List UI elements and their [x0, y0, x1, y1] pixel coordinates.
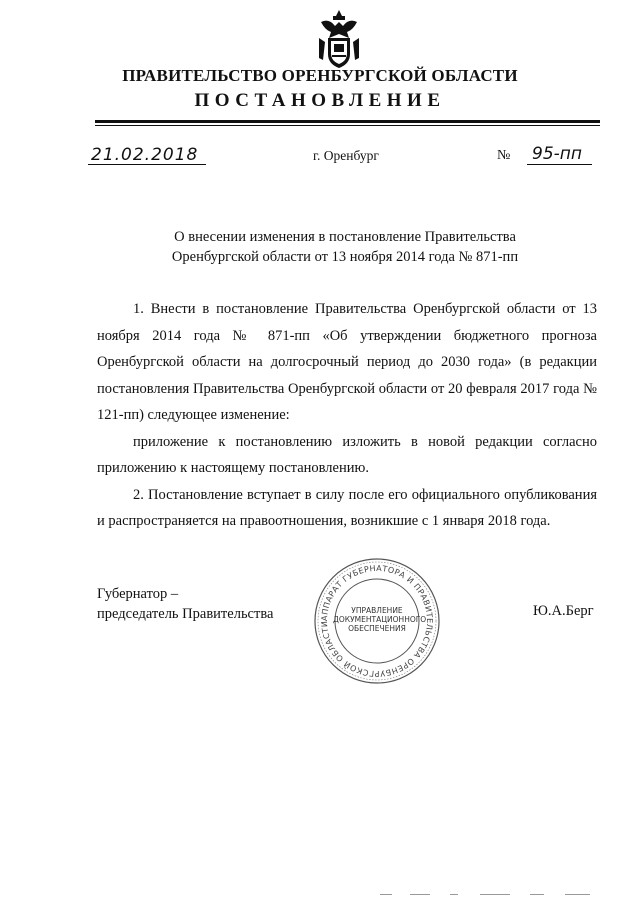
signatory-position	[97, 584, 273, 624]
paragraph-2: приложение к постановлению изложить в новой редакции согласно приложению к настоящему постановлению.	[97, 433, 597, 476]
header-rule-thin	[95, 125, 600, 126]
number-sign: №	[497, 148, 511, 163]
seal-center-line-1: УПРАВЛЕНИЕ	[351, 606, 403, 615]
seal-center-line-3: ОБЕСПЕЧЕНИЯ	[348, 624, 406, 633]
document-body	[97, 296, 597, 535]
coat-of-arms-emblem	[315, 8, 363, 72]
position-line-2: председатель Правительства	[97, 606, 274, 622]
number-underline	[527, 164, 592, 165]
date-underline	[88, 164, 206, 165]
seal-center-text	[333, 606, 427, 633]
document-type: ПОСТАНОВЛЕНИЕ	[194, 90, 446, 111]
seal-center-line-2: ДОКУМЕНТАЦИОННОГО	[333, 615, 427, 624]
position-line-1: Губернатор –	[97, 586, 179, 602]
paragraph-3: 2. Постановление вступает в силу после его официального опубликования и распространяется на правоотношения, возникшие с 1 января 2018 года.	[97, 486, 597, 529]
organization-name: ПРАВИТЕЛЬСТВО ОРЕНБУРГСКОЙ ОБЛАСТИ	[122, 66, 518, 85]
paragraph-1: 1. Внести в постановление Правительства Оренбургской области от 13 ноября 2014 года № 871-пп «Об утверждении бюджетного прогноза Оренбургской области на долгосрочный период до 2030 года» (в редакции постановления Правительства Оренбургской области от 20 февраля 2017 года № 121-пп) следующее изменение:	[97, 301, 597, 423]
document-number: 95-пп	[532, 144, 582, 164]
signatory-name: Ю.А.Берг	[533, 603, 594, 619]
city: г. Оренбург	[313, 148, 379, 163]
header-rule-thick	[95, 120, 600, 123]
title-line-1: О внесении изменения в постановление Правительства	[174, 229, 516, 245]
document-date: 21.02.2018	[91, 145, 199, 165]
title-line-2: Оренбургской области от 13 ноября 2014 года № 871-пп	[171, 249, 519, 265]
document-title	[0, 227, 640, 267]
seal-ring-text: АППАРАТ ГУБЕРНАТОРА И ПРАВИТЕЛЬСТВА ОРЕНБУРГСКОЙ ОБЛАСТИ	[319, 563, 435, 679]
scan-artifact-marks	[380, 893, 600, 897]
